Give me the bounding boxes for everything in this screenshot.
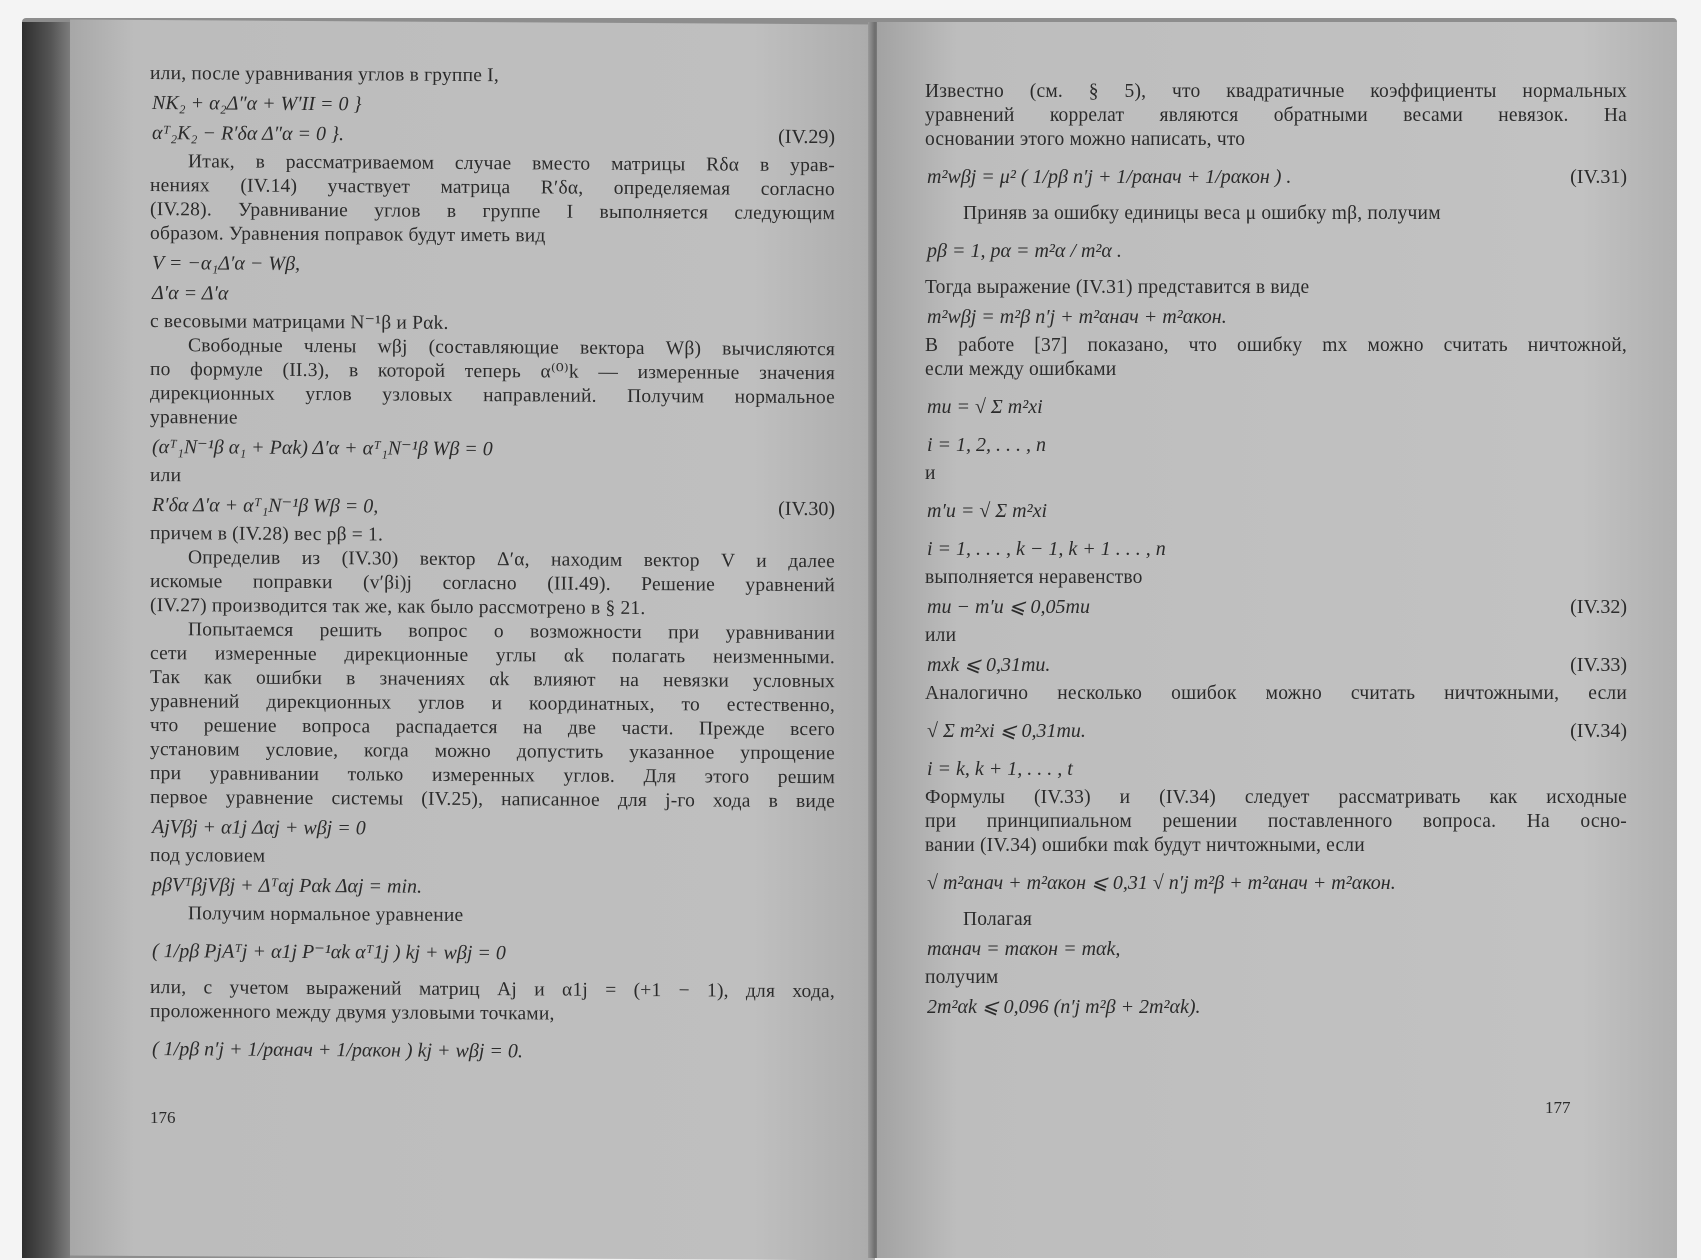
formula-text: pβ = 1, pα = m²α / m²α . [927, 240, 1122, 262]
right-page-number: 177 [1545, 1098, 1571, 1117]
line-text: или, после уравнивания углов в группе I, [150, 63, 499, 87]
formula-text: mu − m′u ⩽ 0,05mu [927, 596, 1090, 618]
line-text: основании этого можно написать, что [925, 129, 1246, 150]
text-line [150, 62, 835, 90]
formula-text: αᵀ₂K₂ − R′δα Δ″α = 0 }. [152, 122, 345, 146]
line-text: что решение вопроса распадается на две части. Прежде всего [150, 715, 835, 741]
equation-number: (IV.34) [1570, 720, 1627, 742]
equation-number: (IV.29) [778, 125, 835, 149]
line-text: причем в (IV.28) вес pβ = 1. [150, 523, 384, 546]
line-text: Свободные члены wβj (составляющие вектора Wβ) вычисляются [188, 335, 835, 361]
right-page-body [925, 80, 1627, 1020]
formula-text: m²wβj = m²β n′j + m²αнач + m²αкон. [927, 306, 1227, 328]
text-line [925, 682, 1627, 706]
line-text: или [150, 465, 182, 487]
line-text: если между ошибками [925, 359, 1117, 380]
left-page [70, 20, 875, 1260]
text-line [925, 624, 1627, 648]
formula-line [925, 432, 1627, 458]
line-text: уравнение [150, 407, 238, 429]
text-line [925, 334, 1627, 358]
line-text: под условием [150, 845, 266, 867]
formula-text: (αᵀ₁N⁻¹β α₁ + Pαk) Δ′α + αᵀ₁N⁻¹β Wβ = 0 [152, 436, 493, 461]
line-text: Определив из (IV.30) вектор Δ′α, находим вектор V и далее [188, 547, 835, 573]
text-line [150, 222, 835, 250]
line-text: вании (IV.34) ошибки mαk будут ничтожными, если [925, 835, 1365, 856]
line-text: и [925, 463, 936, 484]
formula-line [925, 494, 1627, 528]
formula-line [925, 652, 1627, 678]
left-page-body [150, 62, 835, 1070]
formula-line [925, 936, 1627, 962]
formula-line [925, 594, 1627, 620]
line-text: (IV.27) производится так же, как было рассмотрено в § 21. [150, 595, 646, 620]
text-line [925, 462, 1627, 486]
formula-line [150, 814, 835, 844]
text-line [150, 406, 835, 434]
left-page-number: 176 [150, 1108, 176, 1127]
line-text: Аналогично несколько ошибок можно считать ничтожными, если [925, 683, 1627, 704]
formula-line [925, 994, 1627, 1020]
formula-line [150, 90, 835, 120]
formula-line [150, 250, 835, 280]
formula-text: R′δα Δ′α + αᵀ₁N⁻¹β Wβ = 0, [152, 494, 379, 518]
line-text: сети измеренные дирекционные углы αk полагать неизменными. [150, 643, 835, 669]
formula-text: mαнач = mαкон = mαk, [927, 938, 1121, 960]
formula-line [925, 714, 1627, 748]
line-text: или, с учетом выражений матриц Aj и α1j = (+1 − 1), для хода, [150, 977, 835, 1003]
line-text: первое уравнение системы (IV.25), написанное для j-го хода в виде [150, 787, 835, 813]
text-line [925, 276, 1627, 300]
formula-line [150, 872, 835, 902]
line-text: при уравнивании только измеренных углов. Для этого решим [150, 763, 835, 789]
formula-text: 2m²αk ⩽ 0,096 (n′j m²β + 2m²αk). [927, 996, 1201, 1018]
line-text: искомые поправки (v′βi)j согласно (III.49). Решение уравнений [150, 571, 835, 597]
equation-number: (IV.32) [1570, 596, 1627, 618]
text-line [925, 566, 1627, 590]
text-line [925, 104, 1627, 128]
formula-line [150, 1032, 835, 1070]
formula-text: √ Σ m²xi ⩽ 0,31mu. [927, 720, 1086, 742]
book-spine-edge [22, 22, 70, 1258]
formula-text: V = −α₁Δ′α − Wβ, [152, 252, 301, 275]
line-text: уравнений коррелат являются обратными весами невязок. На [925, 105, 1627, 126]
formula-text: NK₂ + α₂Δ″α + W′II = 0 } [152, 92, 362, 116]
formula-text: i = 1, 2, . . . , n [927, 434, 1047, 456]
text-line [925, 810, 1627, 834]
line-text: по формуле (II.3), в которой теперь α⁽⁰⁾k — измеренные значения [150, 359, 835, 385]
formula-line [925, 160, 1627, 194]
formula-line [925, 234, 1627, 268]
line-text: установим условие, когда можно допустить указанное упрощение [150, 739, 835, 765]
text-line [150, 844, 835, 872]
formula-text: i = 1, . . . , k − 1, k + 1 . . . , n [927, 538, 1166, 560]
line-text: при принципиальном решении поставленного вопроса. На осно- [925, 811, 1627, 832]
line-text: Попытаемся решить вопрос о возможности при уравнивании [188, 619, 835, 645]
line-text: (IV.28). Уравнивание углов в группе I выполняется следующим [150, 199, 835, 225]
line-text: Приняв за ошибку единицы веса μ ошибку mβ, получим [963, 203, 1441, 224]
formula-text: ( 1/pβ PjAᵀj + α1j P⁻¹αk αᵀ1j ) kj + wβj = 0 [152, 940, 506, 965]
text-line [150, 902, 835, 930]
formula-line [925, 756, 1627, 782]
formula-text: mxk ⩽ 0,31mu. [927, 654, 1051, 676]
text-line [925, 786, 1627, 810]
line-text: образом. Уравнения поправок будут иметь вид [150, 223, 546, 247]
text-line [150, 1000, 835, 1028]
line-text: нениях (IV.14) участвует матрица R′δα, определяемая согласно [150, 175, 835, 201]
line-text: Известно (см. § 5), что квадратичные коэффициенты нормальных [925, 81, 1627, 102]
line-text: выполняется неравенство [925, 567, 1143, 588]
formula-line [925, 390, 1627, 424]
text-line [150, 382, 835, 410]
formula-line [150, 280, 835, 310]
line-text: или [925, 625, 957, 646]
line-text: Формулы (IV.33) и (IV.34) следует рассматривать как исходные [925, 787, 1627, 808]
line-text: Получим нормальное уравнение [188, 903, 464, 926]
text-line [925, 908, 1627, 932]
formula-text: √ m²αнач + m²αкон ⩽ 0,31 √ n′j m²β + m²αнач + m²αкон. [927, 872, 1396, 894]
text-line [150, 786, 835, 814]
line-text: Полагая [963, 909, 1032, 930]
formula-text: Δ′α = Δ′α [152, 282, 229, 305]
text-line [925, 80, 1627, 104]
formula-line [925, 304, 1627, 330]
formula-text: ( 1/pβ n′j + 1/pαнач + 1/pαкон ) kj + wβj = 0. [152, 1038, 523, 1063]
line-text: с весовыми матрицами N⁻¹β и Pαk. [150, 311, 449, 334]
text-line [925, 358, 1627, 382]
formula-text: mu = √ Σ m²xi [927, 396, 1043, 418]
formula-line [925, 536, 1627, 562]
formula-text: pβVᵀβjVβj + Δᵀαj Pαk Δαj = min. [152, 874, 423, 898]
line-text: дирекционных углов узловых направлений. Получим нормальное [150, 383, 835, 409]
text-line [925, 202, 1627, 226]
equation-number: (IV.30) [778, 497, 835, 521]
line-text: Тогда выражение (IV.31) представится в виде [925, 277, 1310, 298]
formula-line [925, 866, 1627, 900]
equation-number: (IV.31) [1570, 166, 1627, 188]
right-page [877, 22, 1677, 1258]
formula-text: m′u = √ Σ m²xi [927, 500, 1048, 522]
line-text: Так как ошибки в значениях αk влияют на невязки условных [150, 667, 835, 693]
equation-number: (IV.33) [1570, 654, 1627, 676]
formula-text: i = k, k + 1, . . . , t [927, 758, 1073, 780]
formula-line [150, 492, 835, 522]
formula-line [150, 434, 835, 464]
line-text: уравнений дирекционных углов и координатных, то естественно, [150, 691, 835, 717]
text-line [925, 128, 1627, 152]
line-text: проложенного между двумя узловыми точками, [150, 1001, 555, 1025]
line-text: В работе [37] показано, что ошибку mx можно считать ничтожной, [925, 335, 1627, 356]
text-line [150, 464, 835, 492]
line-text: получим [925, 967, 999, 988]
line-text: Итак, в рассматриваемом случае вместо матрицы Rδα в урав- [188, 151, 835, 177]
text-line [925, 834, 1627, 858]
formula-line [150, 934, 835, 972]
formula-text: AjVβj + α1j Δαj + wβj = 0 [152, 816, 366, 840]
text-line [925, 966, 1627, 990]
formula-line [150, 120, 835, 150]
formula-text: m²wβj = μ² ( 1/pβ n′j + 1/pαнач + 1/pαкон ) . [927, 166, 1292, 188]
